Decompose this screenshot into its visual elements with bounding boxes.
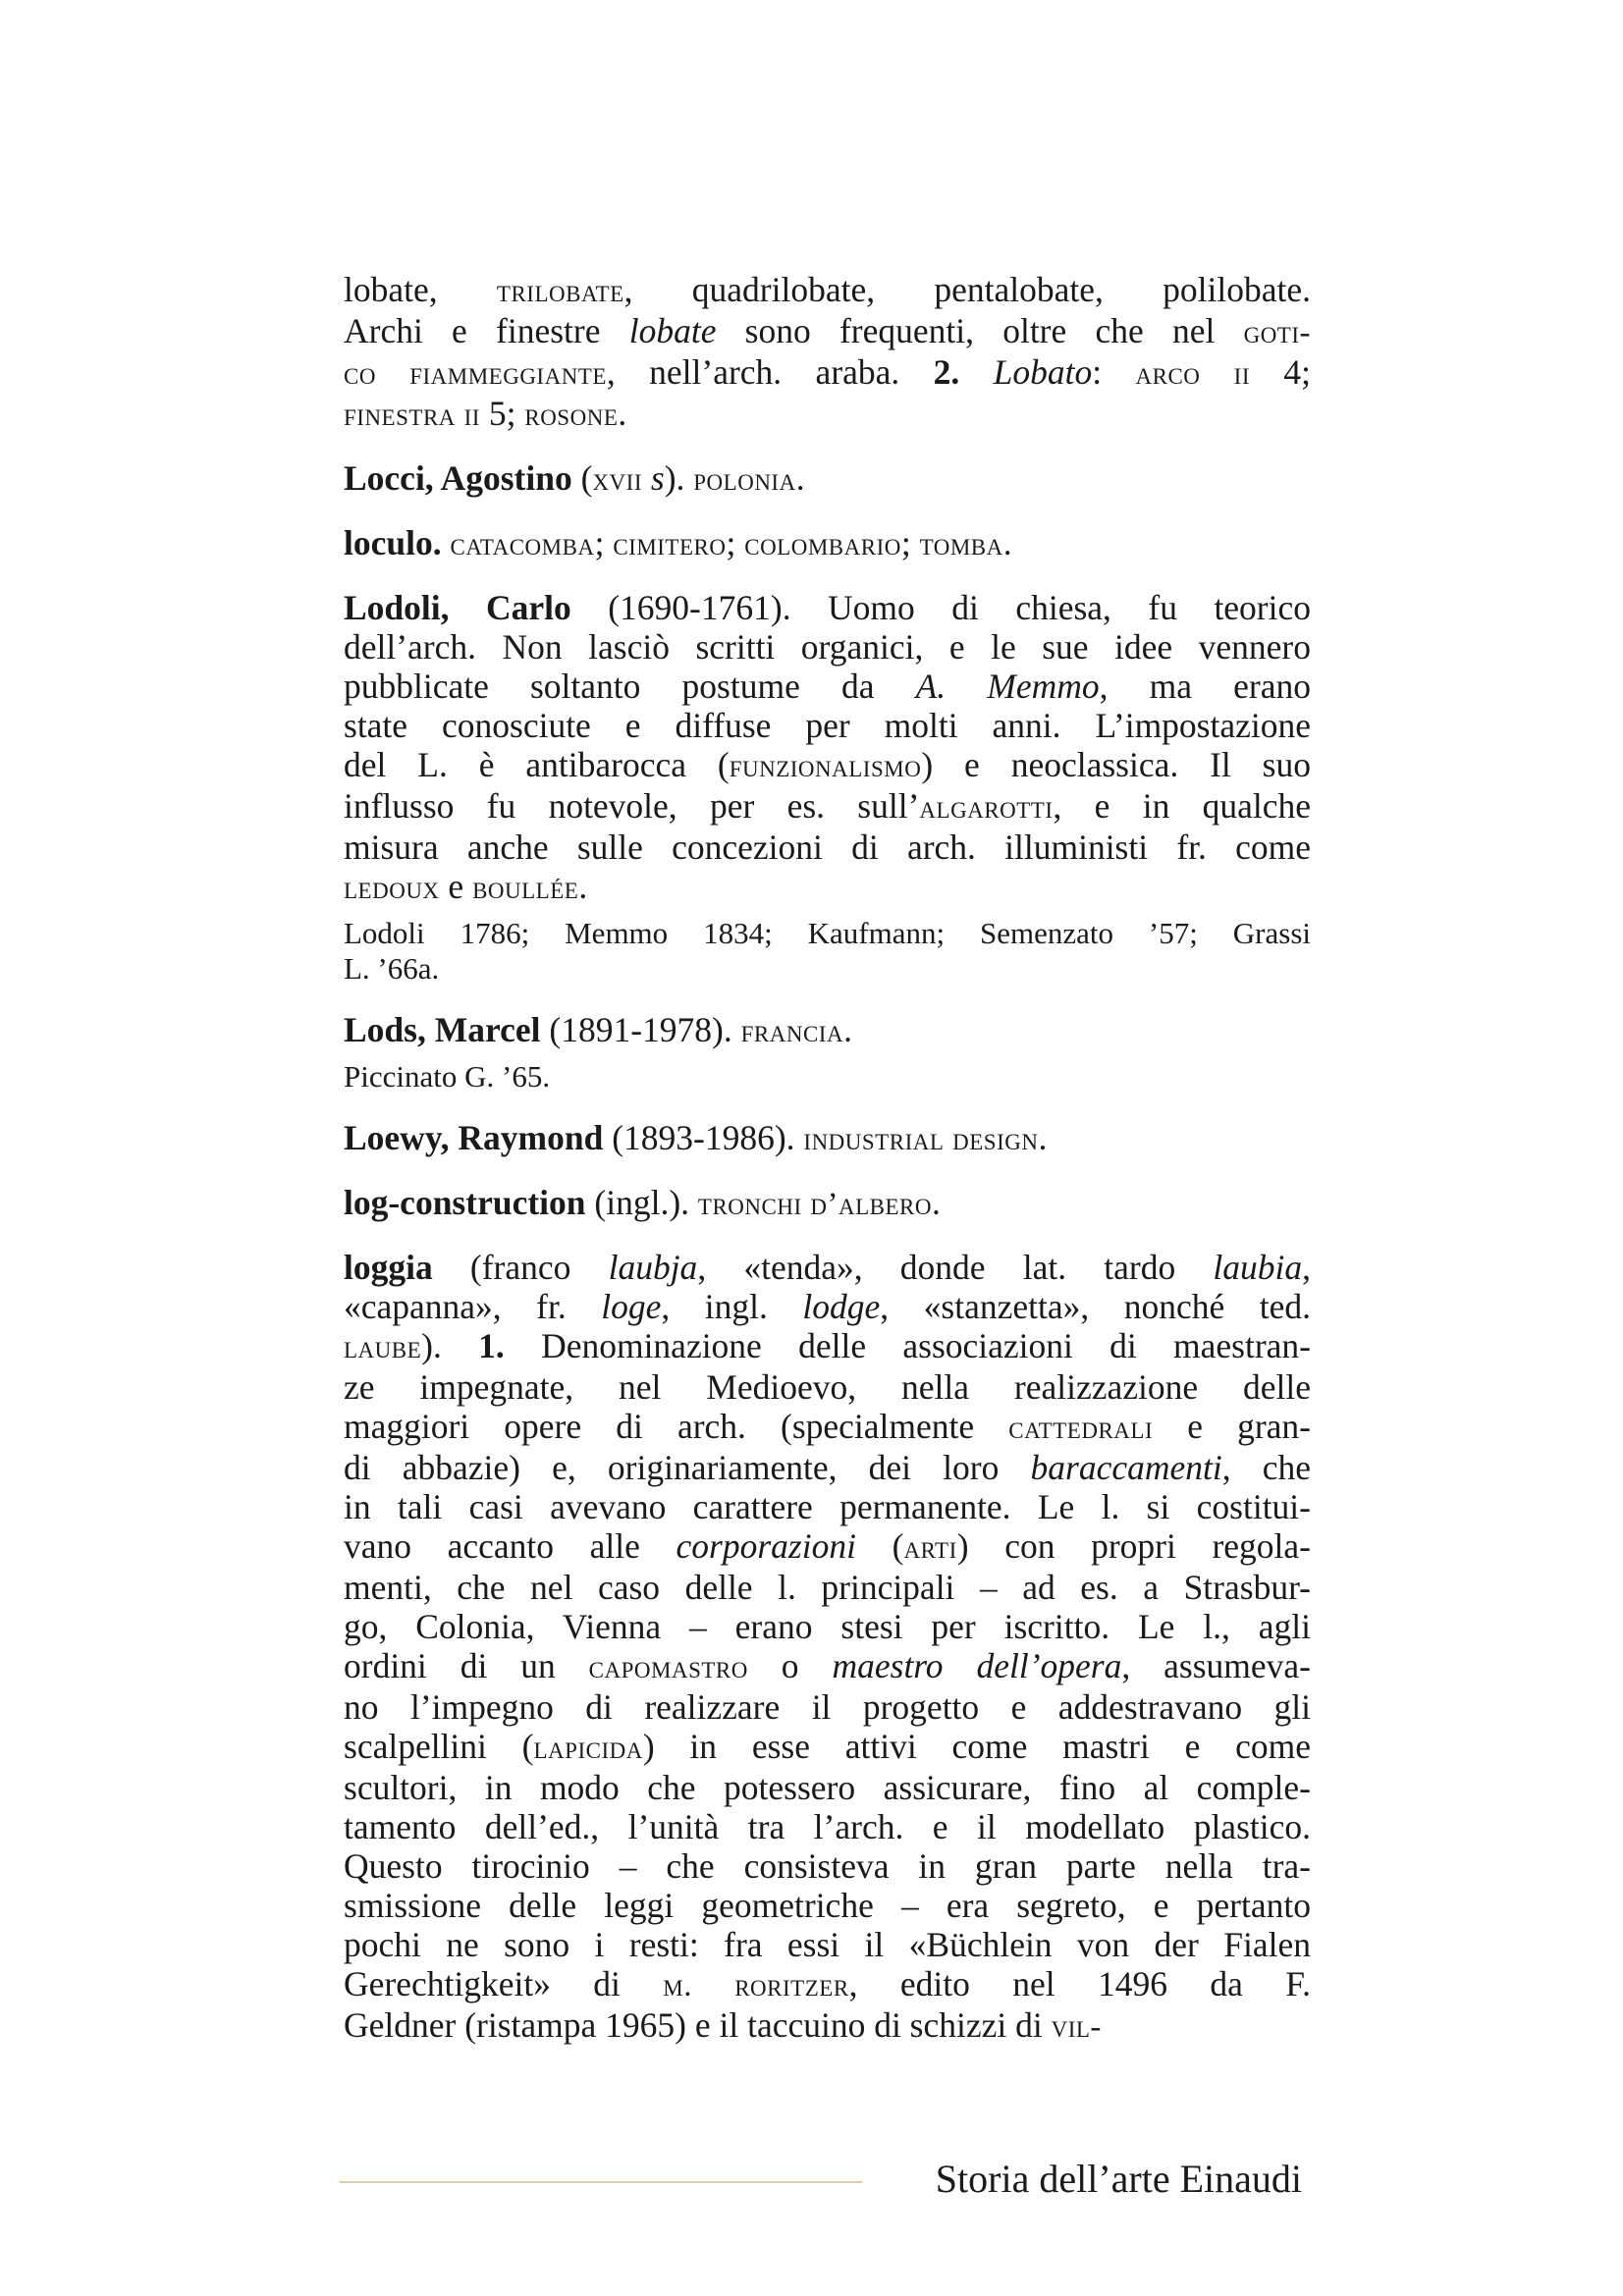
text-run: :	[1092, 352, 1136, 392]
italic-text: lodge	[802, 1287, 881, 1326]
text-run: sono frequenti, oltre che nel	[716, 311, 1244, 350]
italic-text: lobate	[628, 311, 717, 350]
text-line	[344, 1687, 1311, 1727]
dictionary-entry	[344, 270, 1311, 435]
footer-rule	[340, 2181, 862, 2183]
cross-reference: co fiammeggiante	[344, 356, 607, 392]
text-line	[344, 1568, 1311, 1607]
cross-reference: catacomba	[450, 527, 595, 562]
text-run: Gerechtigkeit» di	[344, 1964, 664, 2003]
text-line	[344, 1010, 1311, 1051]
text-line	[344, 1326, 1311, 1367]
entry-body	[344, 523, 1311, 564]
text-line	[344, 916, 1311, 951]
text-run: , «tenda», donde lat. tardo	[697, 1248, 1214, 1287]
headword: 2.	[933, 352, 960, 392]
text-run: state conosciute e diffuse per molti anni. L’impostazione	[344, 706, 1311, 745]
text-line	[344, 1287, 1311, 1326]
cross-reference: arti	[903, 1530, 957, 1566]
italic-text: laubia	[1213, 1248, 1303, 1287]
text-run: (franco	[432, 1248, 609, 1287]
text-line	[344, 1118, 1311, 1159]
text-run: , ma erano	[1099, 667, 1311, 706]
entry-body	[344, 1248, 1311, 2047]
bibliography-reference	[344, 916, 1311, 987]
cross-reference: polonia	[693, 462, 796, 498]
italic-text: laubja	[608, 1248, 698, 1287]
text-line	[344, 1367, 1311, 1407]
cross-reference: lapicida	[533, 1731, 643, 1766]
text-run: (1893-1986).	[603, 1118, 804, 1157]
text-run: Questo tirocinio – che consisteva in gran parte nella tra-	[344, 1846, 1311, 1886]
text-run: , quadrilobate, pentalobate, polilobate.	[623, 270, 1311, 309]
cross-reference: tomba	[919, 527, 1003, 562]
text-run: influsso fu notevole, per es. sull’	[344, 786, 920, 826]
italic-text: corporazioni	[676, 1526, 856, 1566]
text-line	[344, 951, 1311, 987]
text-run: , «stanzetta», nonché ted.	[880, 1287, 1311, 1326]
text-line	[344, 1526, 1311, 1568]
text-run: (ingl.).	[585, 1183, 698, 1222]
headword: loculo.	[344, 523, 442, 562]
text-run: ;	[900, 523, 920, 562]
text-run: ;	[594, 523, 614, 562]
text-run: menti, che nel caso delle l. principali – ad es. a Strasbur-	[344, 1568, 1311, 1607]
dictionary-entry	[344, 1118, 1311, 1159]
cross-reference: vil-	[1051, 2009, 1102, 2045]
cross-reference: francia	[740, 1014, 844, 1049]
text-line	[344, 1487, 1311, 1526]
text-run	[959, 352, 993, 392]
text-line	[344, 1846, 1311, 1886]
cross-reference: laube	[344, 1330, 422, 1365]
text-run: e	[439, 867, 473, 906]
entry-body	[344, 270, 1311, 435]
text-run: Archi e finestre	[344, 311, 629, 350]
italic-text: A. Memmo	[915, 667, 1100, 706]
cross-reference: xvii	[592, 462, 642, 498]
text-run: di abbazie) e, originariamente, dei loro	[344, 1448, 1031, 1487]
cross-reference: cattedrali	[1008, 1411, 1154, 1446]
text-run: scultori, in modo che potessero assicurare, fino al comple-	[344, 1768, 1311, 1807]
text-line	[344, 786, 1311, 828]
text-line	[344, 1407, 1311, 1448]
text-line	[344, 1607, 1311, 1646]
text-line	[344, 588, 1311, 627]
text-run: «capanna», fr.	[344, 1287, 602, 1326]
entry-body	[344, 588, 1311, 908]
text-run: (1690-1761). Uomo di chiesa, fu teorico	[570, 588, 1312, 627]
text-run: ) in esse attivi come mastri e come	[642, 1727, 1311, 1766]
text-line	[344, 1646, 1311, 1687]
text-line	[344, 828, 1311, 867]
text-line	[344, 1248, 1311, 1287]
entry-body	[344, 1010, 1311, 1051]
text-run: vano accanto alle	[344, 1526, 676, 1566]
italic-text: maestro dell’opera	[832, 1646, 1122, 1685]
text-run: in tali casi avevano carattere permanente. Le l. si costitui-	[344, 1487, 1311, 1526]
entry-body	[344, 1118, 1311, 1159]
text-run: ) con propri regola-	[956, 1526, 1311, 1566]
text-run: ).	[421, 1326, 479, 1365]
text-run: pochi ne sono i resti: fra essi il «Büchlein von der Fialen	[344, 1925, 1311, 1964]
text-run: ze impegnate, nel Medioevo, nella realizzazione delle	[344, 1367, 1311, 1407]
text-line	[344, 1886, 1311, 1925]
entry-body	[344, 458, 1311, 500]
italic-text: loge	[601, 1287, 662, 1326]
text-run: go, Colonia, Vienna – erano stesi per iscritto. Le l., agli	[344, 1607, 1311, 1646]
text-run: ,	[1302, 1248, 1311, 1287]
text-run: ) e neoclassica. Il suo	[921, 745, 1311, 784]
text-run: no l’impegno di realizzare il progetto e addestravano gli	[344, 1687, 1311, 1727]
text-run: lobate,	[344, 270, 497, 309]
cross-reference: arco ii	[1135, 356, 1250, 392]
cross-reference: tronchi d’albero	[697, 1187, 932, 1222]
text-line	[344, 1964, 1311, 2005]
text-run: .	[1002, 523, 1012, 562]
text-line	[344, 1807, 1311, 1846]
text-run: , edito nel 1496 da F.	[848, 1964, 1311, 2003]
text-run: (	[571, 458, 593, 498]
text-run: misura anche sulle concezioni di arch. illuministi fr. come	[344, 828, 1311, 867]
text-line	[344, 2005, 1311, 2047]
dictionary-entry	[344, 588, 1311, 987]
footer	[340, 2152, 1302, 2211]
dictionary-text	[344, 270, 1311, 2070]
text-run: .	[843, 1010, 852, 1049]
text-run: (	[855, 1526, 904, 1566]
text-run: (1891-1978).	[540, 1010, 741, 1049]
cross-reference: cimitero	[613, 527, 727, 562]
text-run: , che	[1221, 1448, 1312, 1487]
text-line	[344, 311, 1311, 352]
cross-reference: algarotti	[919, 790, 1054, 826]
text-line	[344, 352, 1311, 394]
text-run: scalpellini (	[344, 1727, 534, 1766]
italic-text: baraccamenti	[1030, 1448, 1222, 1487]
text-run: o	[747, 1646, 833, 1685]
dictionary-entry	[344, 1010, 1311, 1095]
text-run: 4;	[1250, 352, 1311, 392]
text-line	[344, 1925, 1311, 1964]
text-run: Piccinato G. ’65.	[344, 1059, 551, 1094]
text-run: Denominazione delle associazioni di maestran-	[504, 1326, 1311, 1365]
text-run: Lodoli 1786; Memmo 1834; Kaufmann; Semenzato ’57; Grassi	[344, 916, 1311, 950]
text-run: Geldner (ristampa 1965) e il taccuino di schizzi di	[344, 2005, 1052, 2045]
headword: loggia	[344, 1248, 433, 1287]
text-run: .	[618, 394, 627, 433]
text-run: 5;	[479, 394, 525, 433]
text-line	[344, 394, 1311, 435]
text-line	[344, 706, 1311, 745]
text-run: dell’arch. Non lasciò scritti organici, e le sue idee vennero	[344, 627, 1311, 667]
headword: Lodoli, Carlo	[344, 588, 571, 627]
cross-reference: colombario	[744, 527, 901, 562]
text-line	[344, 270, 1311, 311]
text-line	[344, 867, 1311, 908]
text-run: smissione delle leggi geometriche – era segreto, e pertanto	[344, 1886, 1311, 1925]
text-run: ;	[726, 523, 745, 562]
cross-reference: boullée	[472, 871, 579, 906]
text-line	[344, 745, 1311, 786]
headword: 1.	[478, 1326, 505, 1365]
text-line	[344, 1727, 1311, 1768]
entry-body	[344, 1183, 1311, 1224]
text-run: maggiori opere di arch. (specialmente	[344, 1407, 1009, 1446]
cross-reference: ledoux	[344, 871, 440, 906]
cross-reference: goti-	[1243, 315, 1311, 350]
text-run: tamento dell’ed., l’unità tra l’arch. e il modellato plastico.	[344, 1807, 1311, 1846]
text-run: ordini di un	[344, 1646, 589, 1685]
headword: Locci, Agostino	[344, 458, 572, 498]
text-run: .	[1038, 1118, 1048, 1157]
italic-text: s	[650, 458, 665, 498]
text-line	[344, 1768, 1311, 1807]
text-line	[344, 1448, 1311, 1487]
text-line	[344, 1183, 1311, 1224]
text-run: , assumeva-	[1121, 1646, 1311, 1685]
text-run: e gran-	[1153, 1407, 1311, 1446]
dictionary-entry	[344, 1183, 1311, 1224]
dictionary-entry	[344, 523, 1311, 564]
text-run: , ingl.	[661, 1287, 803, 1326]
cross-reference: m. roritzer	[663, 1968, 849, 2003]
italic-text: Lobato	[993, 352, 1093, 392]
text-run: .	[795, 458, 805, 498]
text-run: , e in qualche	[1053, 786, 1311, 826]
text-run: , nell’arch. araba.	[606, 352, 934, 392]
headword: Loewy, Raymond	[344, 1118, 604, 1157]
cross-reference: finestra ii	[344, 398, 480, 433]
text-line	[344, 667, 1311, 706]
text-run: del L. è antibarocca (	[344, 745, 730, 784]
text-run: pubblicate soltanto postume da	[344, 667, 916, 706]
text-run	[642, 458, 651, 498]
text-run: L. ’66a.	[344, 951, 440, 986]
dictionary-entry	[344, 1248, 1311, 2047]
cross-reference: capomastro	[588, 1650, 748, 1685]
text-line	[344, 1059, 1311, 1095]
bibliography-reference	[344, 1059, 1311, 1095]
cross-reference: rosone	[524, 398, 619, 433]
publication-title: Storia dell’arte Einaudi	[935, 2157, 1302, 2201]
text-line	[344, 627, 1311, 667]
text-run: .	[578, 867, 588, 906]
cross-reference: funzionalismo	[729, 749, 922, 784]
text-run: ).	[664, 458, 694, 498]
headword: Lods, Marcel	[344, 1010, 541, 1049]
text-line	[344, 523, 1311, 564]
cross-reference: trilobate	[496, 274, 624, 309]
cross-reference: industrial design	[803, 1122, 1039, 1157]
dictionary-entry	[344, 458, 1311, 500]
text-line	[344, 458, 1311, 500]
text-run: .	[931, 1183, 941, 1222]
headword: log-construction	[344, 1183, 586, 1222]
